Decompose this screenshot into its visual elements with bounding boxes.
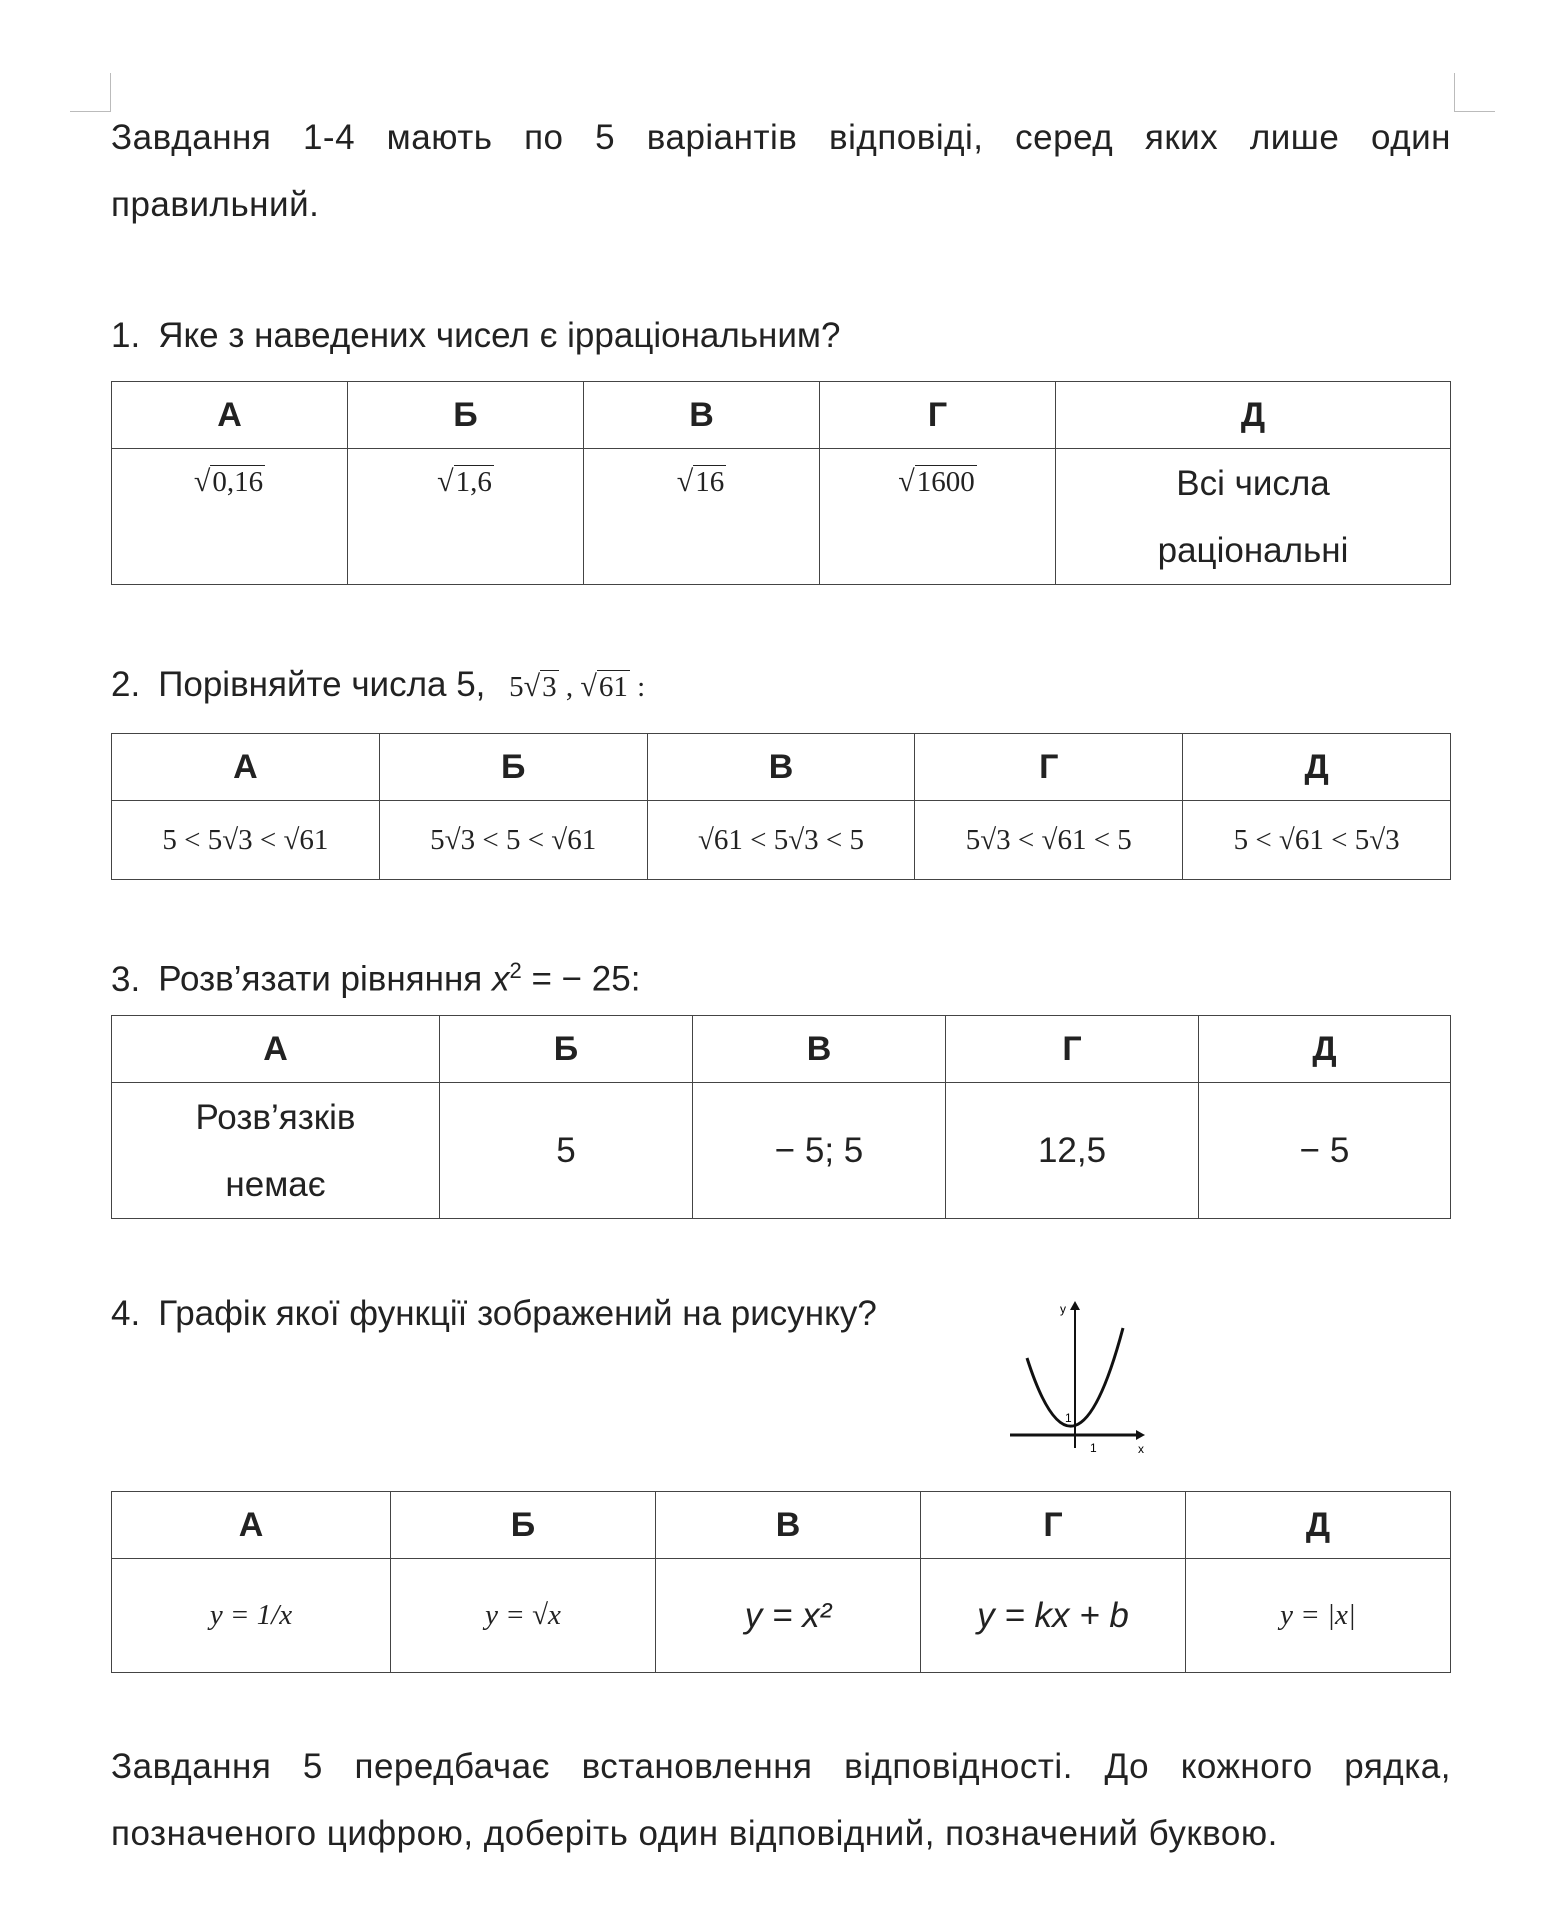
option-v[interactable]: y = x² bbox=[656, 1559, 921, 1673]
y-axis-label: y bbox=[1060, 1302, 1066, 1316]
option-v[interactable]: − 5; 5 bbox=[693, 1083, 946, 1219]
question-text: Порівняйте числа 5, bbox=[158, 665, 486, 704]
option-g[interactable]: √1600 bbox=[820, 449, 1056, 585]
y-tick-label: 1 bbox=[1065, 1411, 1072, 1425]
x-tick-label: 1 bbox=[1090, 1441, 1097, 1455]
option-d[interactable]: Всі числа раціональні bbox=[1056, 449, 1451, 585]
outro-paragraph: Завдання 5 передбачає встановлення відповідності. До кожного рядка, позначеного цифрою, доберіть один відповідний, позначений буквою. bbox=[111, 1747, 1451, 1853]
question-2: 2. Порівняйте числа 5, 5√3 , √61 : bbox=[111, 665, 646, 704]
margin-mark-top-left bbox=[70, 73, 111, 112]
option-g[interactable]: y = kx + b bbox=[921, 1559, 1186, 1673]
question-3: 3. Розв’язати рівняння $x^2$ = − 25: bbox=[111, 958, 641, 999]
option-d[interactable]: y = |x| bbox=[1186, 1559, 1451, 1673]
answer-table-2: А Б В Г Д 5 < 5√3 < √61 5√3 < 5 < √61 √61 < 5√3 < 5 5√3 < √61 < 5 5 < √61 < 5√3 bbox=[111, 733, 1451, 880]
header-a: А bbox=[112, 382, 348, 449]
option-d[interactable]: 5 < √61 < 5√3 bbox=[1183, 801, 1451, 880]
header-b: Б bbox=[348, 382, 584, 449]
question-number: 1. bbox=[111, 316, 141, 355]
option-b[interactable]: 5 bbox=[440, 1083, 693, 1219]
header-g: Г bbox=[820, 382, 1056, 449]
question-text: Яке з наведених чисел є ірраціональним? bbox=[158, 316, 841, 355]
option-a[interactable]: y = 1/x bbox=[112, 1559, 391, 1673]
question-number: 2. bbox=[111, 665, 141, 704]
parabola-graph bbox=[1010, 1298, 1160, 1458]
option-b[interactable]: 5√3 < 5 < √61 bbox=[379, 801, 647, 880]
question-4: 4. Графік якої функції зображений на рисунку? bbox=[111, 1294, 877, 1333]
option-g[interactable]: 12,5 bbox=[946, 1083, 1199, 1219]
option-v[interactable]: √16 bbox=[584, 449, 820, 585]
option-v[interactable]: √61 < 5√3 < 5 bbox=[647, 801, 915, 880]
option-b[interactable]: y = √x bbox=[391, 1559, 656, 1673]
header-v: В bbox=[584, 382, 820, 449]
x-axis-label: x bbox=[1138, 1442, 1144, 1456]
header-d: Д bbox=[1056, 382, 1451, 449]
question-1 bbox=[111, 311, 840, 361]
answer-table-1 bbox=[111, 381, 1451, 585]
option-b[interactable]: √1,6 bbox=[348, 449, 584, 585]
intro-paragraph: Завдання 1-4 мають по 5 варіантів відповіді, серед яких лише один правильний. bbox=[111, 118, 1451, 224]
option-d[interactable]: − 5 bbox=[1199, 1083, 1451, 1219]
option-a[interactable]: √0,16 bbox=[112, 449, 348, 585]
option-a[interactable]: Розв’язків немає bbox=[112, 1083, 440, 1219]
answer-table-3: А Б В Г Д Розв’язків немає 5 − 5; 5 12,5 − 5 bbox=[111, 1015, 1451, 1219]
margin-mark-top-right bbox=[1454, 73, 1495, 112]
option-a[interactable]: 5 < 5√3 < √61 bbox=[112, 801, 380, 880]
answer-table-4: А Б В Г Д y = 1/x y = √x y = x² y = kx + b y = |x| bbox=[111, 1491, 1451, 1673]
option-g[interactable]: 5√3 < √61 < 5 bbox=[915, 801, 1183, 880]
